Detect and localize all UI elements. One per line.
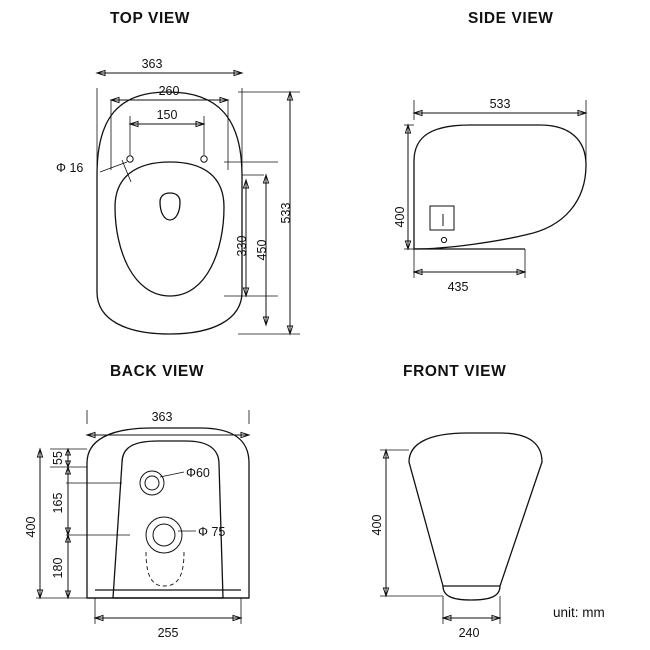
unit-note: unit: mm	[553, 605, 605, 620]
back-body-outline	[87, 428, 249, 598]
dim-side-height: 400	[393, 206, 407, 228]
dim-top-depth-inner: 330	[235, 235, 249, 257]
hidden-trap-outline	[146, 552, 184, 586]
top-hole-dia-label: Φ 16	[56, 161, 84, 175]
front-base-curve	[443, 586, 500, 600]
back-view-drawing	[24, 410, 249, 640]
front-view-drawing	[370, 433, 542, 640]
front-body-outline	[409, 433, 542, 586]
dim-back-height: 400	[24, 516, 38, 538]
seat-outline	[97, 92, 242, 334]
upper-hole-inner	[145, 476, 159, 490]
leader-upper-hole	[160, 472, 184, 477]
dim-top-depth-mid: 450	[255, 239, 269, 261]
dim-top-depth-outer: 533	[279, 202, 293, 224]
dim-top-width-inner: 150	[156, 108, 178, 122]
dim-side-base-length: 435	[447, 280, 469, 294]
dim-back-base-width: 255	[157, 626, 179, 640]
fixing-hole-right	[201, 156, 207, 162]
top-view-title: TOP VIEW	[110, 10, 191, 27]
dim-back-lower-hole-dia: Φ 75	[198, 525, 226, 539]
dim-back-top-gap: 55	[51, 451, 65, 465]
back-view-title: BACK VIEW	[110, 363, 205, 380]
dim-top-width-mid: 260	[158, 84, 180, 98]
top-view-drawing	[56, 57, 300, 334]
dim-front-base-width: 240	[458, 626, 480, 640]
dim-back-width: 363	[151, 410, 173, 424]
side-outlet-rect	[430, 206, 454, 230]
flush-opening	[160, 193, 180, 220]
dim-back-upper-hole-center: 165	[51, 492, 65, 514]
dim-back-upper-hole-dia: Φ60	[186, 466, 210, 480]
front-view-title: FRONT VIEW	[403, 363, 507, 380]
hole-leader-line	[100, 162, 127, 172]
dim-top-width-outer: 363	[141, 57, 163, 71]
lower-hole-inner	[153, 524, 175, 546]
side-view-title: SIDE VIEW	[468, 10, 554, 27]
dim-front-height: 400	[370, 514, 384, 536]
lower-hole-outer	[146, 517, 182, 553]
dim-back-lower-hole-center: 180	[51, 557, 65, 579]
side-view-drawing	[393, 97, 586, 294]
dim-side-length: 533	[489, 97, 511, 111]
upper-hole-outer	[140, 471, 164, 495]
back-inner-outline	[113, 441, 226, 598]
side-small-hole	[441, 237, 446, 242]
fixing-hole-left	[127, 156, 133, 162]
bowl-opening	[115, 162, 224, 296]
